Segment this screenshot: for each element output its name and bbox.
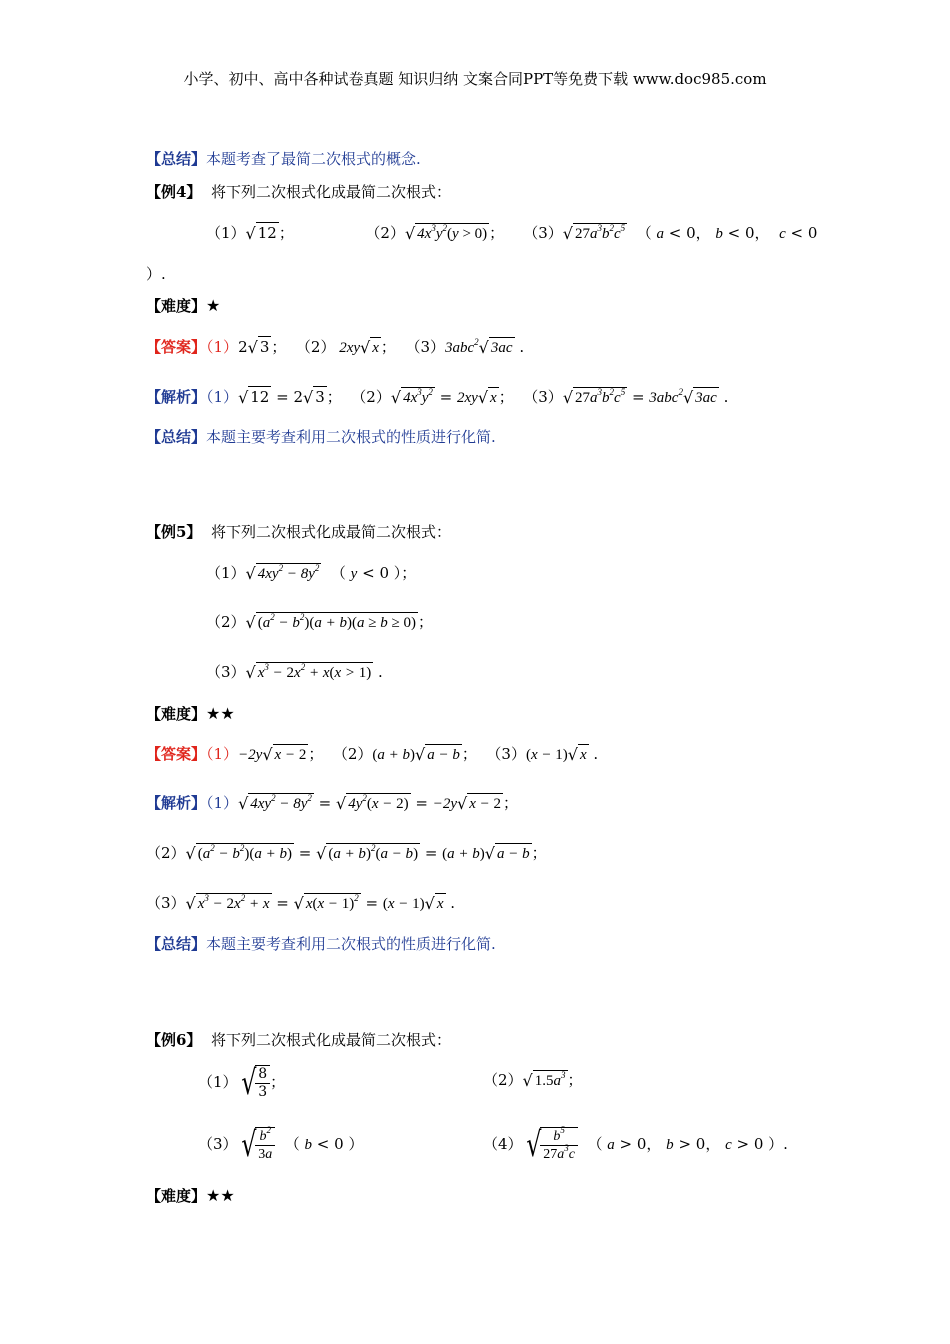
ex5-summary-row: [146, 934, 496, 954]
ex4-tail: ）.: [146, 265, 166, 283]
example4-label: 【例4】: [146, 183, 202, 201]
ex4-answer-row: 【答案】（1）2√ 3 ； （2） 2xy√ x ； （3）3abc$^2$√ 3ac .: [146, 337, 525, 357]
ex6-item3: （3）√ $\frac{b^2}{3a}$ （ b < 0 ）: [198, 1125, 364, 1165]
summary-label: 【总结】: [146, 935, 207, 953]
answer-label: 【答案】: [146, 745, 207, 763]
ex5-analysis-row3: （3）√ $x^3 - 2x^2 + x$ = √ $x(x - 1)^2 = (x - 1)√$ x .: [146, 893, 456, 913]
summary-text: 本题主要考查利用二次根式的性质进行化简.: [206, 428, 496, 446]
difficulty-label: 【难度】: [146, 1187, 207, 1205]
ex5-item1: （1）√ $4xy^2 - 8y^2$ （ y < 0 ）；: [206, 563, 417, 583]
ex4-item2: （2）√ $4x^3y^2(y > 0)$ ；: [365, 223, 505, 243]
example4-items: [206, 222, 817, 244]
ex5-answer-row: 【答案】（1）−2y√ x − 2 ； （2）(a + b)√ a − b ； （3）(x − 1)√ x .: [146, 745, 599, 764]
difficulty-label: 【难度】: [146, 297, 207, 315]
analysis-label: 【解析】: [146, 794, 207, 812]
example5-heading: [146, 522, 451, 542]
ex4-item3: （3）√ $27a^3b^2c^5$ （ a < 0， b < 0， c < 0: [523, 223, 818, 243]
difficulty-stars: ★★: [206, 1186, 235, 1205]
summary-text: 本题主要考查利用二次根式的性质进行化简.: [206, 935, 496, 953]
example5-prompt: 将下列二次根式化成最简二次根式：: [210, 523, 451, 541]
summary-label: 【总结】: [146, 150, 207, 168]
summary-prev: [146, 149, 421, 169]
page-header: 小学、初中、高中各种试卷真题 知识归纳 文案合同PPT等免费下载 www.doc985.com: [183, 70, 767, 88]
ex5-analysis-row1: 【解析】（1）√ $4xy^2 - 8y^2$ = √ $4y^2(x - 2) = -2y√$ x − 2 ；: [146, 793, 519, 813]
ex5-analysis-row2: （2）√ $(a^2 - b^2)(a + b)$ = √ $(a + b)^2(a - b) = (a + b)√$ a − b ；: [146, 843, 547, 863]
difficulty-label: 【难度】: [146, 705, 207, 723]
answer-label: 【答案】: [146, 338, 207, 356]
difficulty-stars: ★: [206, 296, 221, 315]
ex4-difficulty-row: [146, 296, 220, 316]
ex6-item4: （4）√ $\frac{b^5}{27a^3c}$ （ a > 0， b > 0， c > 0 ）.: [483, 1125, 788, 1165]
ex4-item1: （1）√ 12 ；: [206, 224, 294, 243]
example4-prompt: 将下列二次根式化成最简二次根式：: [210, 183, 451, 201]
example5-label: 【例5】: [146, 523, 202, 541]
example6-prompt: 将下列二次根式化成最简二次根式：: [210, 1031, 451, 1049]
example6-heading: [146, 1030, 451, 1050]
ex4-summary-row: [146, 427, 496, 447]
ex5-item2: （2）√ $(a^2 - b^2)(a + b)(a \ge b \ge 0)$ ；: [206, 612, 433, 632]
example4-heading: [146, 182, 451, 202]
ex5-item3: （3）√ $x^3 - 2x^2 + x(x > 1)$ .: [206, 662, 383, 682]
ex6-difficulty-row: [146, 1186, 235, 1206]
ex6-item1: （1）√ $\frac{8}{3}$ ；: [198, 1063, 286, 1103]
ex6-item2: （2）√ $1.5a^3$ ；: [483, 1070, 583, 1090]
summary-text: 本题考查了最简二次根式的概念.: [206, 150, 421, 168]
example6-label: 【例6】: [146, 1031, 202, 1049]
difficulty-stars: ★★: [206, 704, 235, 723]
analysis-label: 【解析】: [146, 388, 207, 406]
ex5-difficulty-row: [146, 704, 235, 724]
summary-label: 【总结】: [146, 428, 207, 446]
ex4-analysis-row: 【解析】（1）√ 12 = 2√ 3 ； （2）√ $4x^3y^2 = 2xy√$ x ； （3）√ $27a^3b^2c^5 = 3abc^2√$ 3ac .: [146, 387, 729, 407]
